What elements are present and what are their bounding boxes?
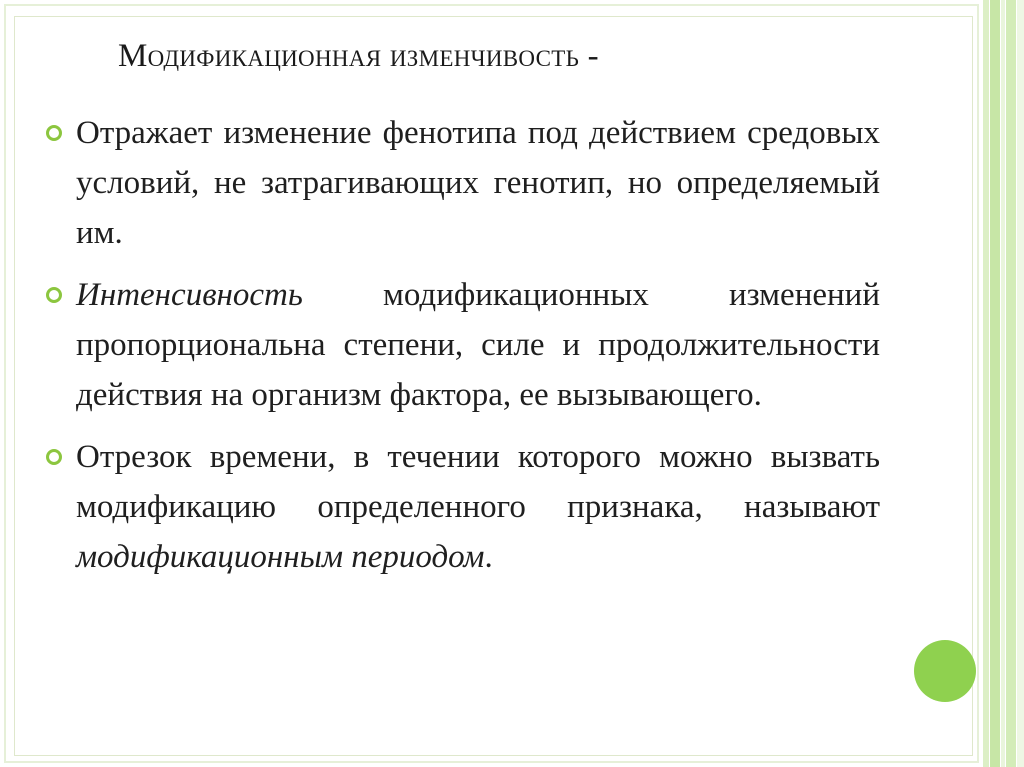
bullet-text: . (484, 539, 493, 575)
decorative-stripe (1006, 0, 1016, 767)
bullet-item (44, 270, 880, 420)
bullet-item (44, 432, 880, 582)
slide-title: Модификационная изменчивость - (118, 38, 599, 74)
bullet-text: Отражает изменение фенотипа под действием средовых условий, не затрагивающих генотип, но определяемый им. (76, 115, 880, 251)
bullet-list (44, 108, 880, 594)
bullet-item (44, 108, 880, 258)
decorative-stripe (983, 0, 989, 767)
bullet-circle-icon (46, 449, 62, 465)
decorative-green-circle-icon (914, 640, 976, 702)
bullet-text-italic: Интенсивность (76, 277, 303, 313)
decorative-stripe (1017, 0, 1024, 767)
decorative-stripe (1001, 0, 1005, 767)
decorative-stripe (990, 0, 1000, 767)
bullet-text: модификационных изменений пропорциональна степени, силе и продолжительности действия на организм фактора, ее вызывающего. (76, 277, 880, 413)
bullet-circle-icon (46, 287, 62, 303)
bullet-text: Отрезок времени, в течении которого можно вызвать модификацию определенного признака, называют (76, 439, 880, 525)
bullet-text-italic: модификационным периодом (76, 539, 485, 575)
bullet-circle-icon (46, 125, 62, 141)
